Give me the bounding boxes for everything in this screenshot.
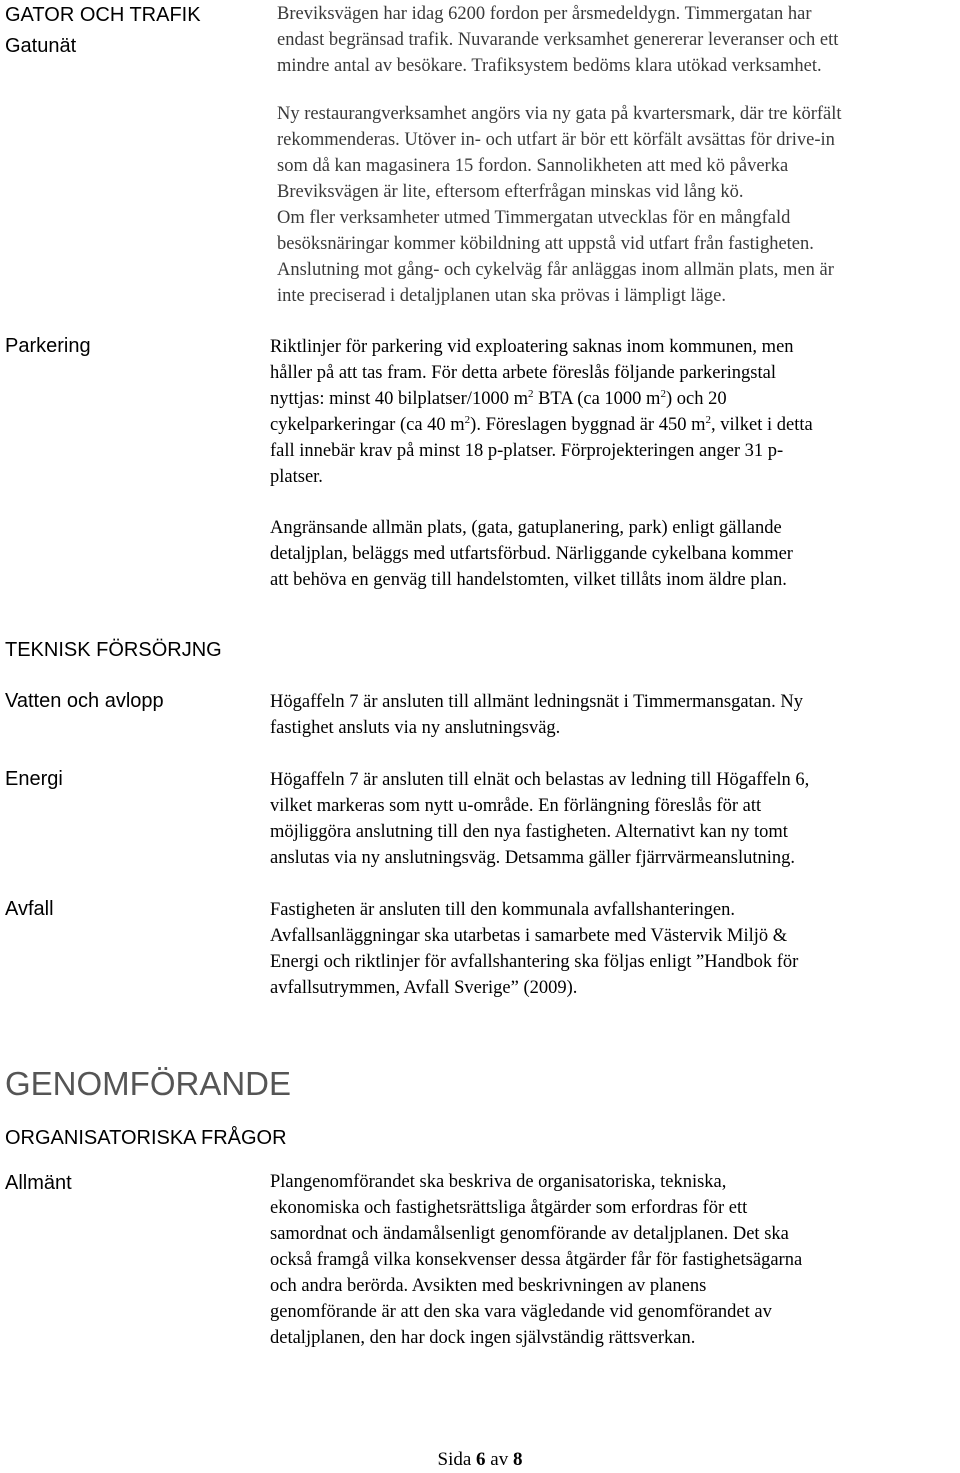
text-line: Breviksvägen har idag 6200 fordon per årsmedeldygn. Timmergatan har [277,4,812,24]
text-line: Angränsande allmän plats, (gata, gatuplanering, park) enligt gällande [270,518,782,538]
text-line: Om fler verksamheter utmed Timmergatan utvecklas för en mångfald [277,208,791,228]
text-line: håller på att tas fram. För detta arbete föreslås följande parkeringstal [270,363,776,383]
text-line: också framgå vilka konsekvenser dessa åtgärder får för fastighetsägarna [270,1250,803,1270]
text-line: detaljplan, beläggs med utfartsförbud. Närliggande cykelbana kommer [270,544,793,564]
text-line: rekommenderas. Utöver in- och utfart är bör ett körfält avsättas för drive-in [277,130,835,150]
label-avfall: Avfall [5,898,54,920]
text-line: vilket markeras som nytt u-område. En förlängning föreslås för att [270,796,762,816]
text-line: Plangenomförandet ska beskriva de organisatoriska, tekniska, [270,1172,727,1192]
label-energi: Energi [5,768,63,790]
text-line: Ny restaurangverksamhet angörs via ny gata på kvartersmark, där tre körfält [277,104,842,124]
label-vatten-och-avlopp: Vatten och avlopp [5,690,164,712]
parkering-paragraph-2 [270,515,793,593]
label-allmant: Allmänt [5,1172,72,1194]
text-line: Avfallsanläggningar ska utarbetas i samarbete med Västervik Miljö & [270,926,788,946]
text-line: mindre antal av besökare. Trafiksystem bedöms klara utökad verksamhet. [277,56,822,76]
allmant-paragraph [270,1169,802,1351]
energi-paragraph [270,767,809,871]
footer-prefix: Sida [437,1449,472,1470]
text-line: som då kan magasinera 15 fordon. Sannolikheten att med kö påverka [277,156,789,176]
text-line: genomförande är att den ska vara vägledande vid genomförandet av [270,1302,772,1322]
footer-page: 6 [476,1449,486,1470]
section-heading-organisatoriska: ORGANISATORISKA FRÅGOR [5,1127,287,1149]
label-gatunat: Gatunät [5,35,77,57]
section-heading-gator: GATOR OCH TRAFIK [5,4,201,26]
text-line: ekonomiska och fastighetsrättsliga åtgärder som erfordras för ett [270,1198,748,1218]
gatunat-paragraph-2 [277,101,842,309]
text-line: cykelparkeringar (ca 40 $m^2$). Föreslagen byggnad är 450 $m^2$, vilket i detta [270,414,813,435]
footer-sep: av [490,1449,509,1470]
text-line: Högaffeln 7 är ansluten till elnät och belastas av ledning till Högaffeln 6, [270,770,810,790]
text-line: besöksnäringar kommer köbildning att uppstå vid utfart från fastigheten. [277,234,814,254]
parkering-paragraph-1 [270,334,813,490]
text-line: Riktlinjer för parkering vid exploatering saknas inom kommunen, men [270,337,794,357]
text-line: nyttjas: minst 40 bilplatser/1000 $m^2$ BTA (ca 1000 $m^2$) och 20 [270,388,727,409]
page-number-footer [0,1447,960,1473]
text-line: inte preciserad i detaljplanen utan ska prövas i lämpligt läge. [277,286,726,306]
text-line: avfallsutrymmen, Avfall Sverige” (2009). [270,978,578,998]
text-line: Högaffeln 7 är ansluten till allmänt ledningsnät i Timmermansgatan. Ny [270,692,803,712]
text-line: detaljplanen, den har dock ingen självständig rättsverkan. [270,1328,696,1348]
text-line: fastighet ansluts via ny anslutningsväg. [270,718,561,738]
text-line: Breviksvägen är lite, eftersom efterfrågan minskas vid lång kö. [277,182,744,202]
text-line: samordnat och ändamålsenligt genomförande av detaljplanen. Det ska [270,1224,789,1244]
label-parkering: Parkering [5,335,91,357]
page-title-genomforande: GENOMFÖRANDE [5,1065,292,1102]
text-line: anslutas via ny anslutningsväg. Detsamma gäller fjärrvärmeanslutning. [270,848,796,868]
avfall-paragraph [270,897,798,1001]
text-line: Energi och riktlinjer för avfallshantering ska följas enligt ”Handbok för [270,952,799,972]
gatunat-paragraph-1 [277,1,838,79]
text-line: platser. [270,467,323,487]
footer-total: 8 [512,1449,523,1470]
vatten-paragraph [270,689,803,741]
text-line: möjliggöra anslutning till den nya fastigheten. Alternativt kan ny tomt [270,822,788,842]
section-heading-teknisk: TEKNISK FÖRSÖRJNG [5,639,222,661]
text-line: Anslutning mot gång- och cykelväg får anläggas inom allmän plats, men är [277,260,834,280]
text-line: endast begränsad trafik. Nuvarande verksamhet genererar leveranser och ett [277,30,839,50]
text-line: att behöva en genväg till handelstomten, vilket tillåts inom äldre plan. [270,570,787,590]
text-line: och andra berörda. Avsikten med beskrivningen av planens [270,1276,707,1296]
text-line: fall innebär krav på minst 18 p-platser. Förprojekteringen anger 31 p- [270,441,784,461]
text-line: Fastigheten är ansluten till den kommunala avfallshanteringen. [270,900,735,920]
